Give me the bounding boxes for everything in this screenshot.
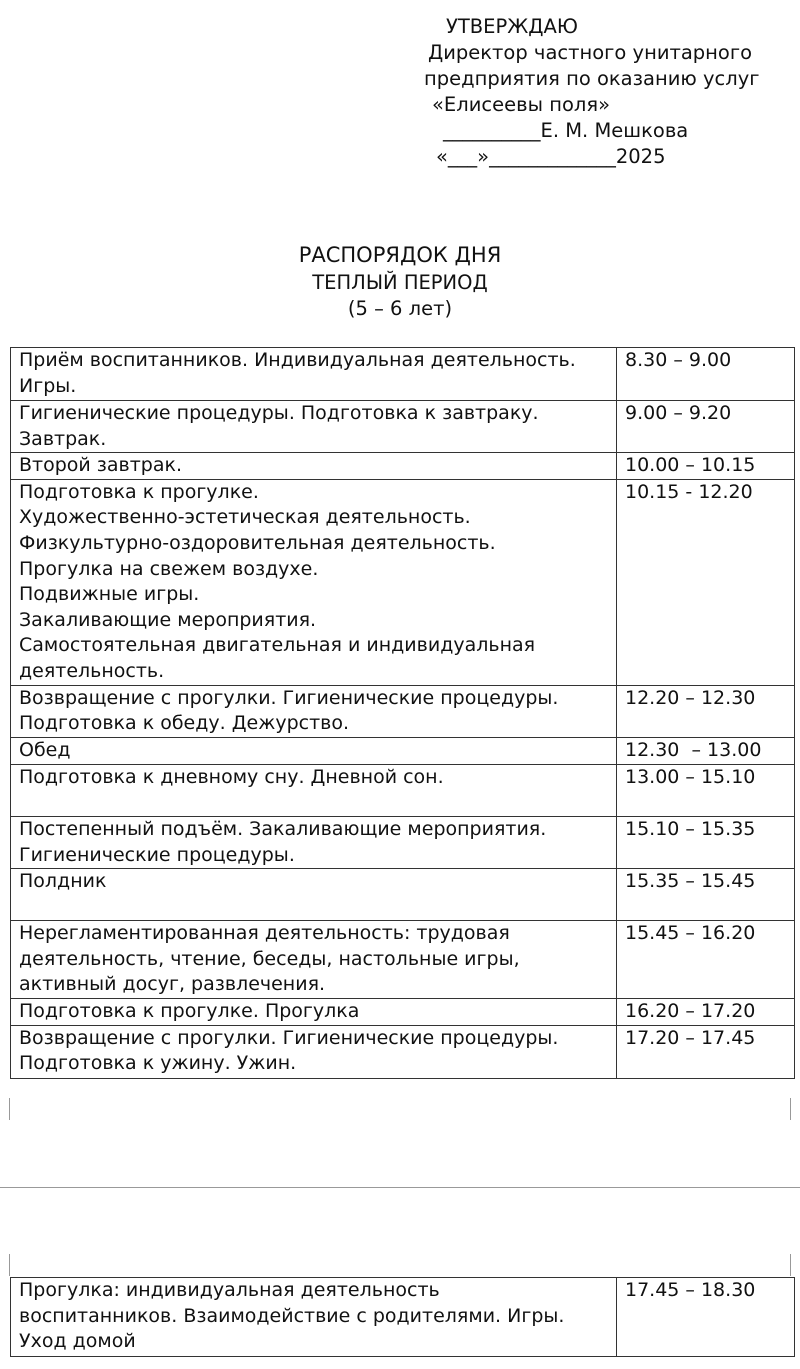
activity-cell: Обед bbox=[11, 737, 617, 764]
schedule-row bbox=[11, 999, 795, 1026]
time-cell: 12.30 – 13.00 bbox=[617, 737, 795, 764]
schedule-row bbox=[11, 1025, 795, 1078]
time-cell: 8.30 – 9.00 bbox=[617, 348, 795, 401]
schedule-row bbox=[11, 401, 795, 453]
page-corner-mark bbox=[790, 1254, 800, 1276]
schedule-row bbox=[11, 685, 795, 737]
approval-position-line2: предприятия по оказанию услуг bbox=[424, 67, 760, 90]
activity-cell: Возвращение с прогулки. Гигиенические процедуры. Подготовка к обеду. Дежурство. bbox=[11, 685, 617, 737]
page-break-divider bbox=[0, 1187, 800, 1188]
schedule-row bbox=[11, 764, 795, 816]
schedule-row bbox=[11, 348, 795, 401]
activity-cell: Подготовка к прогулке. Прогулка bbox=[11, 999, 617, 1026]
approval-heading: УТВЕРЖДАЮ bbox=[446, 15, 578, 38]
activity-cell: Полдник bbox=[11, 869, 617, 921]
activity-cell: Возвращение с прогулки. Гигиенические процедуры. Подготовка к ужину. Ужин. bbox=[11, 1025, 617, 1078]
schedule-row bbox=[11, 737, 795, 764]
schedule-row bbox=[11, 869, 795, 921]
activity-cell: Подготовка к дневному сну. Дневной сон. bbox=[11, 764, 617, 816]
time-cell: 15.35 – 15.45 bbox=[617, 869, 795, 921]
schedule-table-continued bbox=[10, 1277, 795, 1357]
time-cell: 10.15 - 12.20 bbox=[617, 479, 795, 685]
page-corner-mark bbox=[0, 1098, 10, 1120]
time-cell: 15.45 – 16.20 bbox=[617, 921, 795, 999]
schedule-row bbox=[11, 816, 795, 868]
document-age-group: (5 – 6 лет) bbox=[347, 297, 453, 320]
time-cell: 15.10 – 15.35 bbox=[617, 816, 795, 868]
activity-cell: Постепенный подъём. Закаливающие мероприятия. Гигиенические процедуры. bbox=[11, 816, 617, 868]
activity-cell: Подготовка к прогулке. Художественно-эстетическая деятельность. Физкультурно-оздоровительная деятельность. Прогулка на свежем воздухе. Подвижные игры. Закаливающие мероприятия. Самостоятельная двигательная и индивидуальная деятельность. bbox=[11, 479, 617, 685]
time-cell: 12.20 – 12.30 bbox=[617, 685, 795, 737]
activity-cell: Прогулка: индивидуальная деятельность воспитанников. Взаимодействие с родителями. Игры. Уход домой bbox=[11, 1278, 617, 1357]
approval-position-line1: Директор частного унитарного bbox=[428, 41, 753, 64]
page-corner-mark bbox=[0, 1254, 10, 1276]
activity-cell: Приём воспитанников. Индивидуальная деятельность. Игры. bbox=[11, 348, 617, 401]
activity-cell: Нерегламентированная деятельность: трудовая деятельность, чтение, беседы, настольные игры, активный досуг, развлечения. bbox=[11, 921, 617, 999]
document-period: ТЕПЛЫЙ ПЕРИОД bbox=[312, 271, 488, 294]
time-cell: 17.20 – 17.45 bbox=[617, 1025, 795, 1078]
time-cell: 9.00 – 9.20 bbox=[617, 401, 795, 453]
document-title: РАСПОРЯДОК ДНЯ bbox=[298, 243, 502, 267]
schedule-row bbox=[11, 479, 795, 685]
schedule-row bbox=[11, 1278, 795, 1357]
schedule-row bbox=[11, 453, 795, 480]
approval-company: «Елисеевы поля» bbox=[432, 93, 610, 116]
activity-cell: Второй завтрак. bbox=[11, 453, 617, 480]
time-cell: 13.00 – 15.10 bbox=[617, 764, 795, 816]
date-line: «___»_____________2025 bbox=[436, 145, 666, 168]
time-cell: 17.45 – 18.30 bbox=[617, 1278, 795, 1357]
signature-line: __________Е. М. Мешкова bbox=[443, 119, 689, 142]
time-cell: 16.20 – 17.20 bbox=[617, 999, 795, 1026]
page-corner-mark bbox=[790, 1098, 800, 1120]
schedule-row bbox=[11, 921, 795, 999]
activity-cell: Гигиенические процедуры. Подготовка к завтраку. Завтрак. bbox=[11, 401, 617, 453]
schedule-table bbox=[10, 347, 795, 1079]
time-cell: 10.00 – 10.15 bbox=[617, 453, 795, 480]
